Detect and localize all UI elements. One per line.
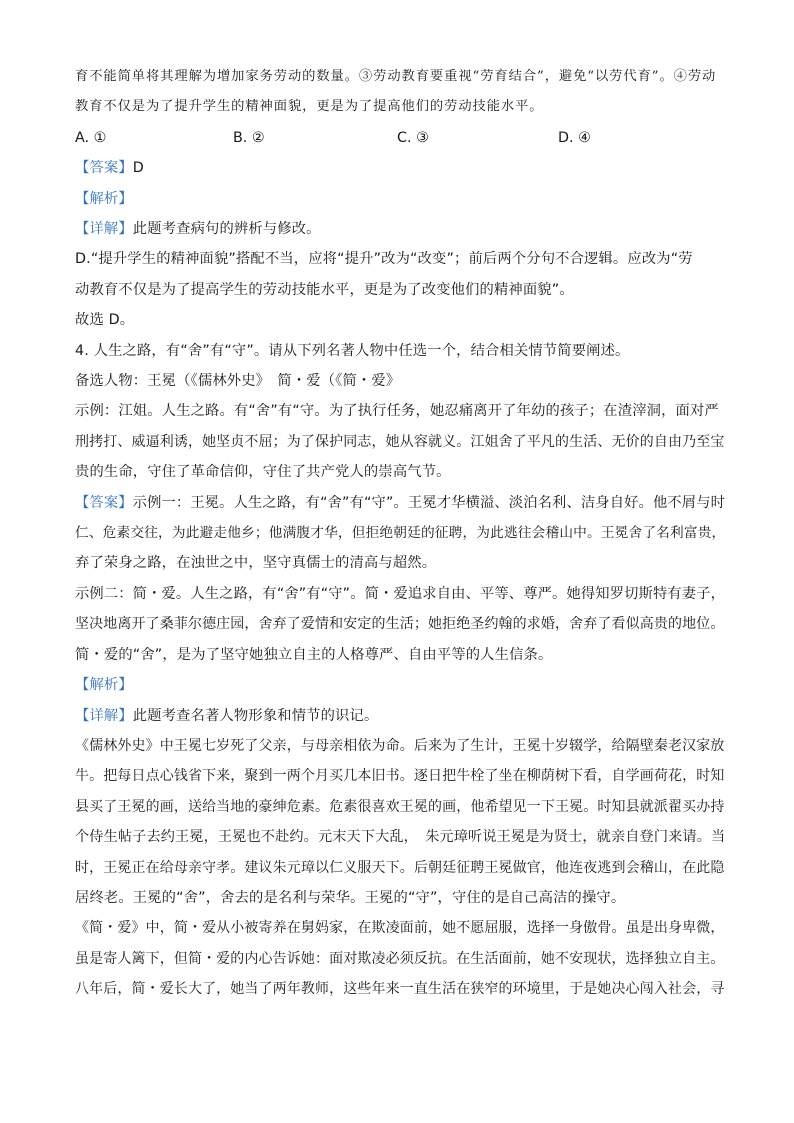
q4-answer-line: 示例二：简・爱。人生之路，有“舍”有“守”。简・爱追求自由、平等、尊严。她得知罗切斯特有妻子， [75, 585, 726, 602]
rulin-paragraph-line: 时，王冕正在给母亲守孝。建议朱元璋以仁义服天下。后朝廷征聘王冕做官，他连夜逃到会稽山，在此隐 [75, 859, 725, 876]
page-content [75, 62, 725, 1005]
q3-explanation-line: D.“提升学生的精神面貌”搭配不当，应将“提升”改为“改变”；前后两个分句不合逻辑。应改为“劳 [75, 251, 693, 268]
q4-answer-line [75, 488, 725, 518]
answer-text: 示例一：王冕。人生之路，有“舍”有“守”。王冕才华横溢、淡泊名利、洁身自好。他不屑与时 [132, 494, 726, 511]
option-c: C. ③ [397, 129, 429, 146]
q4-answer-line: 坚决地离开了桑菲尔德庄园，舍弃了爱情和安定的生活；她拒绝圣约翰的求婚，舍弃了看似高贵的地位。 [75, 616, 725, 633]
detail-tag: 【详解】 [75, 707, 133, 724]
q3-detail [75, 214, 725, 244]
q3-explanation-line: 动教育不仅是为了提高学生的劳动技能水平，更是为了改变他们的精神面貌”。 [75, 281, 574, 298]
detail-text: 此题考查名著人物形象和情节的识记。 [132, 707, 379, 724]
q4-example-line: 示例：江姐。人生之路。有“舍”有“守。为了执行任务，她忍痛离开了年幼的孩子；在渣滓洞，面对严 [75, 403, 719, 420]
answer-tag: 【答案】 [75, 494, 133, 511]
q4-analysis-tag: 【解析】 [75, 677, 133, 694]
answer-value: D [132, 160, 144, 177]
q3-statement-line: 育不能简单将其理解为增加家务劳动的数量。③劳动教育要重视“劳育结合”，避免“以劳代育”。④劳动 [75, 69, 717, 84]
jane-paragraph-line: 《简・爱》中，简・爱从小被寄养在舅妈家，在欺凌面前，她不愿屈服，选择一身傲骨。虽是出身卑微， [75, 920, 725, 937]
q3-analysis-tag: 【解析】 [75, 190, 133, 207]
q4-example-line: 刑拷打、威逼利诱，她坚贞不屈；为了保护同志，她从容就义。江姐舍了平凡的生活、无价的自由乃至宝 [75, 433, 725, 450]
q4-answer-line: 弃了荣身之路，在浊世之中，坚守真儒士的清高与超然。 [75, 555, 437, 572]
q4-detail [75, 701, 725, 731]
option-d: D. ④ [558, 129, 591, 146]
rulin-paragraph-line: 县买了王冕的画，送给当地的豪绅危素。危素很喜欢王冕的画，他希望见一下王冕。时知县就派翟买办持 [75, 798, 725, 815]
jane-paragraph-line: 八年后，简・爱长大了，她当了两年教师，这些年来一直生活在狭窄的环境里，于是她决心闯入社会，寻 [75, 981, 725, 998]
option-b: B. ② [233, 129, 265, 146]
rulin-paragraph-line: 牛。把每日点心钱省下来，聚到一两个月买几本旧书。逐日把牛栓了坐在柳荫树下看，自学画荷花，时知 [75, 768, 725, 785]
detail-text: 此题考查病句的辨析与修改。 [132, 221, 321, 238]
option-a: A. ① [75, 129, 107, 146]
q4-answer-line: 简・爱的“舍”，是为了坚守她独立自主的人格尊严、自由平等的人生信条。 [75, 646, 553, 663]
q4-candidates: 备选人物：王冕（《儒林外史》 简・爱（《简・爱》 [75, 373, 401, 390]
q3-options [75, 123, 725, 153]
q4-example-line: 贵的生命，守住了革命信仰，守住了共产党人的崇高气节。 [75, 464, 451, 481]
jane-paragraph-line: 虽是寄人篱下，但简・爱的内心告诉她：面对欺凌必须反抗。在生活面前，她不安现状，选择独立自主。 [75, 950, 725, 967]
q3-conclusion: 故选 D。 [75, 312, 135, 329]
rulin-paragraph-line: 个侍生帖子去约王冕，王冕也不赴约。元末天下大乱， 朱元璋听说王冕是为贤士，就亲自登门来请。当 [75, 829, 726, 846]
q3-answer [75, 153, 725, 183]
answer-tag: 【答案】 [75, 160, 133, 177]
q4-answer-line: 仁、危素交往，为此避走他乡；他满腹才华，但拒绝朝廷的征聘，为此逃往会稽山中。王冕舍了名利富贵， [75, 525, 726, 542]
rulin-paragraph-line: 《儒林外史》中王冕七岁死了父亲，与母亲相依为命。后来为了生计，王冕十岁辍学，给隔壁秦老汉家放 [75, 737, 725, 754]
rulin-paragraph-line: 居终老。王冕的“舍”，舍去的是名利与荣华。王冕的“守”，守住的是自己高洁的操守。 [75, 889, 626, 906]
q3-statement-line: 教育不仅是为了提升学生的精神面貌，更是为了提高他们的劳动技能水平。 [75, 99, 544, 115]
q4-question: 4. 人生之路，有“舍”有“守”。请从下列名著人物中任选一个，结合相关情节简要阐述。 [75, 342, 630, 359]
detail-tag: 【详解】 [75, 221, 133, 238]
